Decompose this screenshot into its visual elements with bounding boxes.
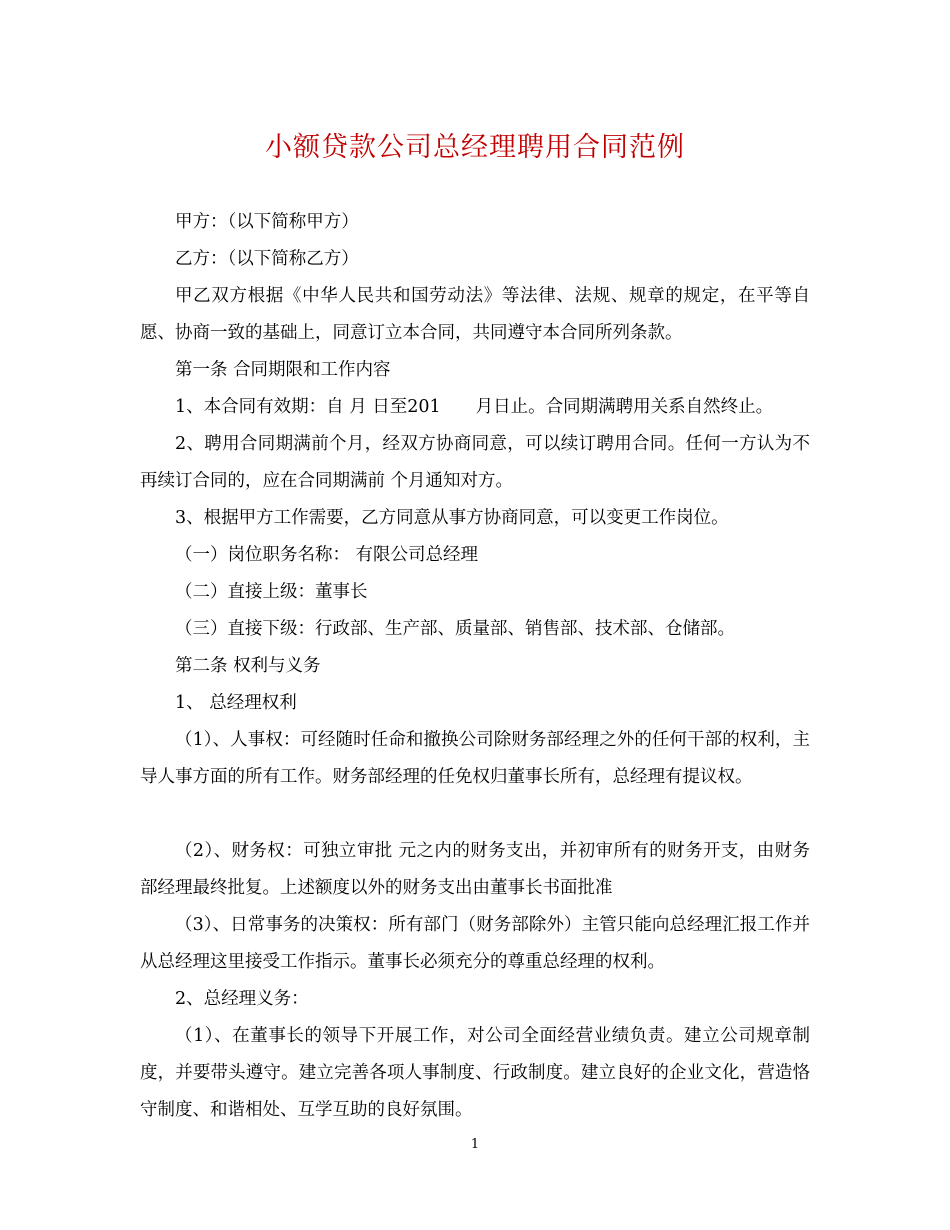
direct-subordinates-item: （三）直接下级：行政部、生产部、质量部、销售部、技术部、仓储部。 bbox=[175, 619, 735, 639]
clause-1-2: 2、聘用合同期满前个月，经双方协商同意，可以续订聘用合同。任何一方认为不再续订合同的，应在合同期满前 个月通知对方。 bbox=[140, 434, 810, 491]
personnel-rights-paragraph: （1）、人事权：可经随时任命和撤换公司除财务部经理之外的任何干部的权利，主导人事方面的所有工作。财务部经理的任免权归董事长所有，总经理有提议权。 bbox=[140, 730, 810, 787]
clause-1-1: 1、本合同有效期：自 月 日至201 月日止。合同期满聘用关系自然终止。 bbox=[175, 397, 774, 417]
article-2-heading: 第二条 权利与义务 bbox=[175, 656, 321, 676]
position-title-item: （一）岗位职务名称： 有限公司总经理 bbox=[175, 545, 479, 565]
gm-duties-heading: 2、总经理义务： bbox=[175, 989, 309, 1009]
decision-rights-paragraph: （3）、日常事务的决策权：所有部门（财务部除外）主管只能向总经理汇报工作并从总经理这里接受工作指示。董事长必须充分的尊重总经理的权利。 bbox=[140, 915, 810, 972]
page-number: 1 bbox=[470, 1137, 480, 1152]
article-1-heading: 第一条 合同期限和工作内容 bbox=[175, 360, 391, 380]
party-b-line: 乙方：（以下简称乙方） bbox=[175, 249, 359, 269]
gm-rights-heading: 1、 总经理权利 bbox=[175, 693, 297, 713]
preamble-paragraph: 甲乙双方根据《中华人民共和国劳动法》等法律、法规、规章的规定，在平等自愿、协商一致的基础上，同意订立本合同，共同遵守本合同所列条款。 bbox=[140, 286, 810, 343]
party-a-line: 甲方：（以下简称甲方） bbox=[175, 212, 359, 232]
direct-superior-item: （二）直接上级：董事长 bbox=[175, 582, 368, 602]
document-title: 小额贷款公司总经理聘用合同范例 bbox=[265, 132, 685, 163]
duty-1-paragraph: （1）、在董事长的领导下开展工作，对公司全面经营业绩负责。建立公司规章制度，并要带头遵守。建立完善各项人事制度、行政制度。建立良好的企业文化，营造恪守制度、和谐相处、互学互助的良好氛围。 bbox=[140, 1026, 810, 1120]
financial-rights-paragraph: （2）、财务权：可独立审批 元之内的财务支出，并初审所有的财务开支，由财务部经理最终批复。上述额度以外的财务支出由董事长书面批准 bbox=[140, 841, 810, 898]
clause-1-3: 3、根据甲方工作需要，乙方同意从事方协商同意，可以变更工作岗位。 bbox=[175, 508, 729, 528]
